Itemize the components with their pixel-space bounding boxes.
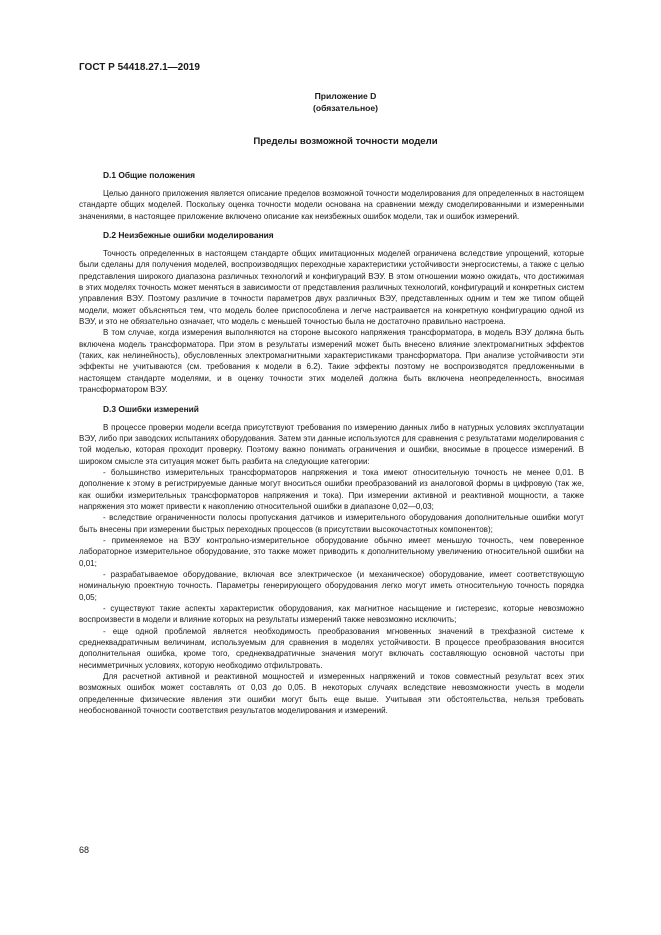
section-heading: D.2 Неизбежные ошибки моделирования	[103, 230, 274, 241]
paragraph: Для расчетной активной и реактивной мощностей и измеренных напряжений и токов совместный результат всех этих возможных ошибок может составлять от 0,03 до 0,05. В некоторых случаях вследствие невозможности учесть в модели определенные физические явления эти ошибки могут быть еще выше. Учитывая эти обстоятельства, нельзя требовать необоснованной точности соответствия результатов моделирования и измерений.	[79, 672, 584, 716]
list-item: - применяемое на ВЭУ контрольно-измерительное оборудование обычно имеет меньшую точность, чем поверенное лабораторное измерительное оборудование, это также может приводить к дополнительному увеличению относительной ошибки на 0,01;	[79, 535, 584, 568]
annex-status: (обязательное)	[312, 103, 379, 113]
section-d2	[79, 230, 584, 395]
paragraph: В процессе проверки модели всегда присутствуют требования по измерению данных либо в натурных условиях эксплуатации ВЭУ, либо при заводских испытаниях оборудования. Затем эти данные используются для сравнения с результатами моделирования с той моделью, которая проходит проверку. Поэтому важно понимать ограничения и ошибки, вносимые в процессе измерений. В широком смысле эта ситуация может быть разбита на следующие категории:	[79, 422, 584, 466]
section-d1	[79, 170, 584, 222]
paragraph: Точность определенных в настоящем стандарте общих имитационных моделей ограничена вследствие упрощений, которые были сделаны для получения моделей, воспроизводящих переходные характеристики устойчивости энергосистемы, а также с целью представления широкого диапазона различных технологий и конфигураций ВЭУ. В этом отношении можно ожидать, что достижимая в этих моделях точность может меняться в зависимости от представления различных технологий, конфигураций и конкретных систем управления ВЭУ. Поэтому различие в точности параметров двух различных ВЭУ, представленных одним и тем же типом общей модели, может объясняться тем, что модель более приспособлена и легче настраивается на конкретную конфигурацию одной из ВЭУ, и это не обязательно означает, что модель с меньшей точностью была не достаточно правильно настроена.	[79, 249, 584, 327]
list-item: - существуют такие аспекты характеристик оборудования, как магнитное насыщение и гистерезис, которые невозможно воспроизвести в модели и влияние которых на результаты измерений также невозможно исключить;	[79, 604, 584, 625]
annex-label: Приложение D	[314, 91, 377, 101]
standard-header: ГОСТ Р 54418.27.1—2019	[79, 62, 200, 73]
paragraph: В том случае, когда измерения выполняются на стороне высокого напряжения трансформатора, в модель ВЭУ должна быть включена модель трансформатора. При этом в результаты измерений может быть внесено влияние электромагнитных эффектов (таких, как нелинейность), обусловленных электромагнитными характеристиками трансформатора. При анализе устойчивости эти эффекты не учитываются (см. требования к модели в 6.2). Такие эффекты поэтому не воспроизводятся предложенными в настоящем стандарте моделями, и в оценку точности этих моделей должна быть включена неопределенность, вносимая трансформатором ВЭУ.	[79, 328, 584, 395]
document-body	[79, 170, 584, 724]
annex-title: Пределы возможной точности модели	[253, 136, 438, 147]
list-item: - еще одной проблемой является необходимость преобразования мгновенных значений в трехфазной системе к среднеквадратичным величинам, используемым для сравнения в моделях устойчивости. В процессе преобразования вносится дополнительная ошибка, кроме того, среднеквадратичные значения могут включать составляющую основной частоты при несимметричных условиях, которую необходимо отфильтровать.	[79, 626, 584, 670]
section-d3	[79, 404, 584, 717]
section-heading: D.3 Ошибки измерений	[103, 403, 199, 414]
paragraph: Целью данного приложения является описание пределов возможной точности моделирования для определенных в настоящем стандарте общих моделей. Поскольку оценка точности модели основана на сравнении между смоделированными и измеренными значениями, в настоящее приложение включено описание как неизбежных ошибок модели, так и ошибок измерений.	[79, 189, 584, 221]
page-number: 68	[79, 845, 90, 855]
list-item: - большинство измерительных трансформаторов напряжения и тока имеют относительную точность не менее 0,01. В дополнение к этому в регистрируемые данные могут вноситься ошибки преобразований из аналоговой формы в цифровую (так же, как ошибки измерительных трансформаторов напряжения и тока). При измерении активной и реактивной мощности, а также напряжения это может привести к накоплению относительной ошибки в диапазоне 0,02—0,03;	[79, 467, 584, 511]
list-item: - вследствие ограниченности полосы пропускания датчиков и измерительного оборудования дополнительные ошибки могут быть внесены при измерении быстрых переходных процессов (в присутствии высокочастотных компонентов);	[79, 513, 584, 534]
list-item: - разрабатываемое оборудование, включая все электрическое (и механическое) оборудование, имеет соответствующую номинальную проектную точность. Параметры генерирующего оборудования легко могут иметь относительную точность порядка 0,05;	[79, 569, 584, 602]
section-heading: D.1 Общие положения	[103, 170, 196, 180]
